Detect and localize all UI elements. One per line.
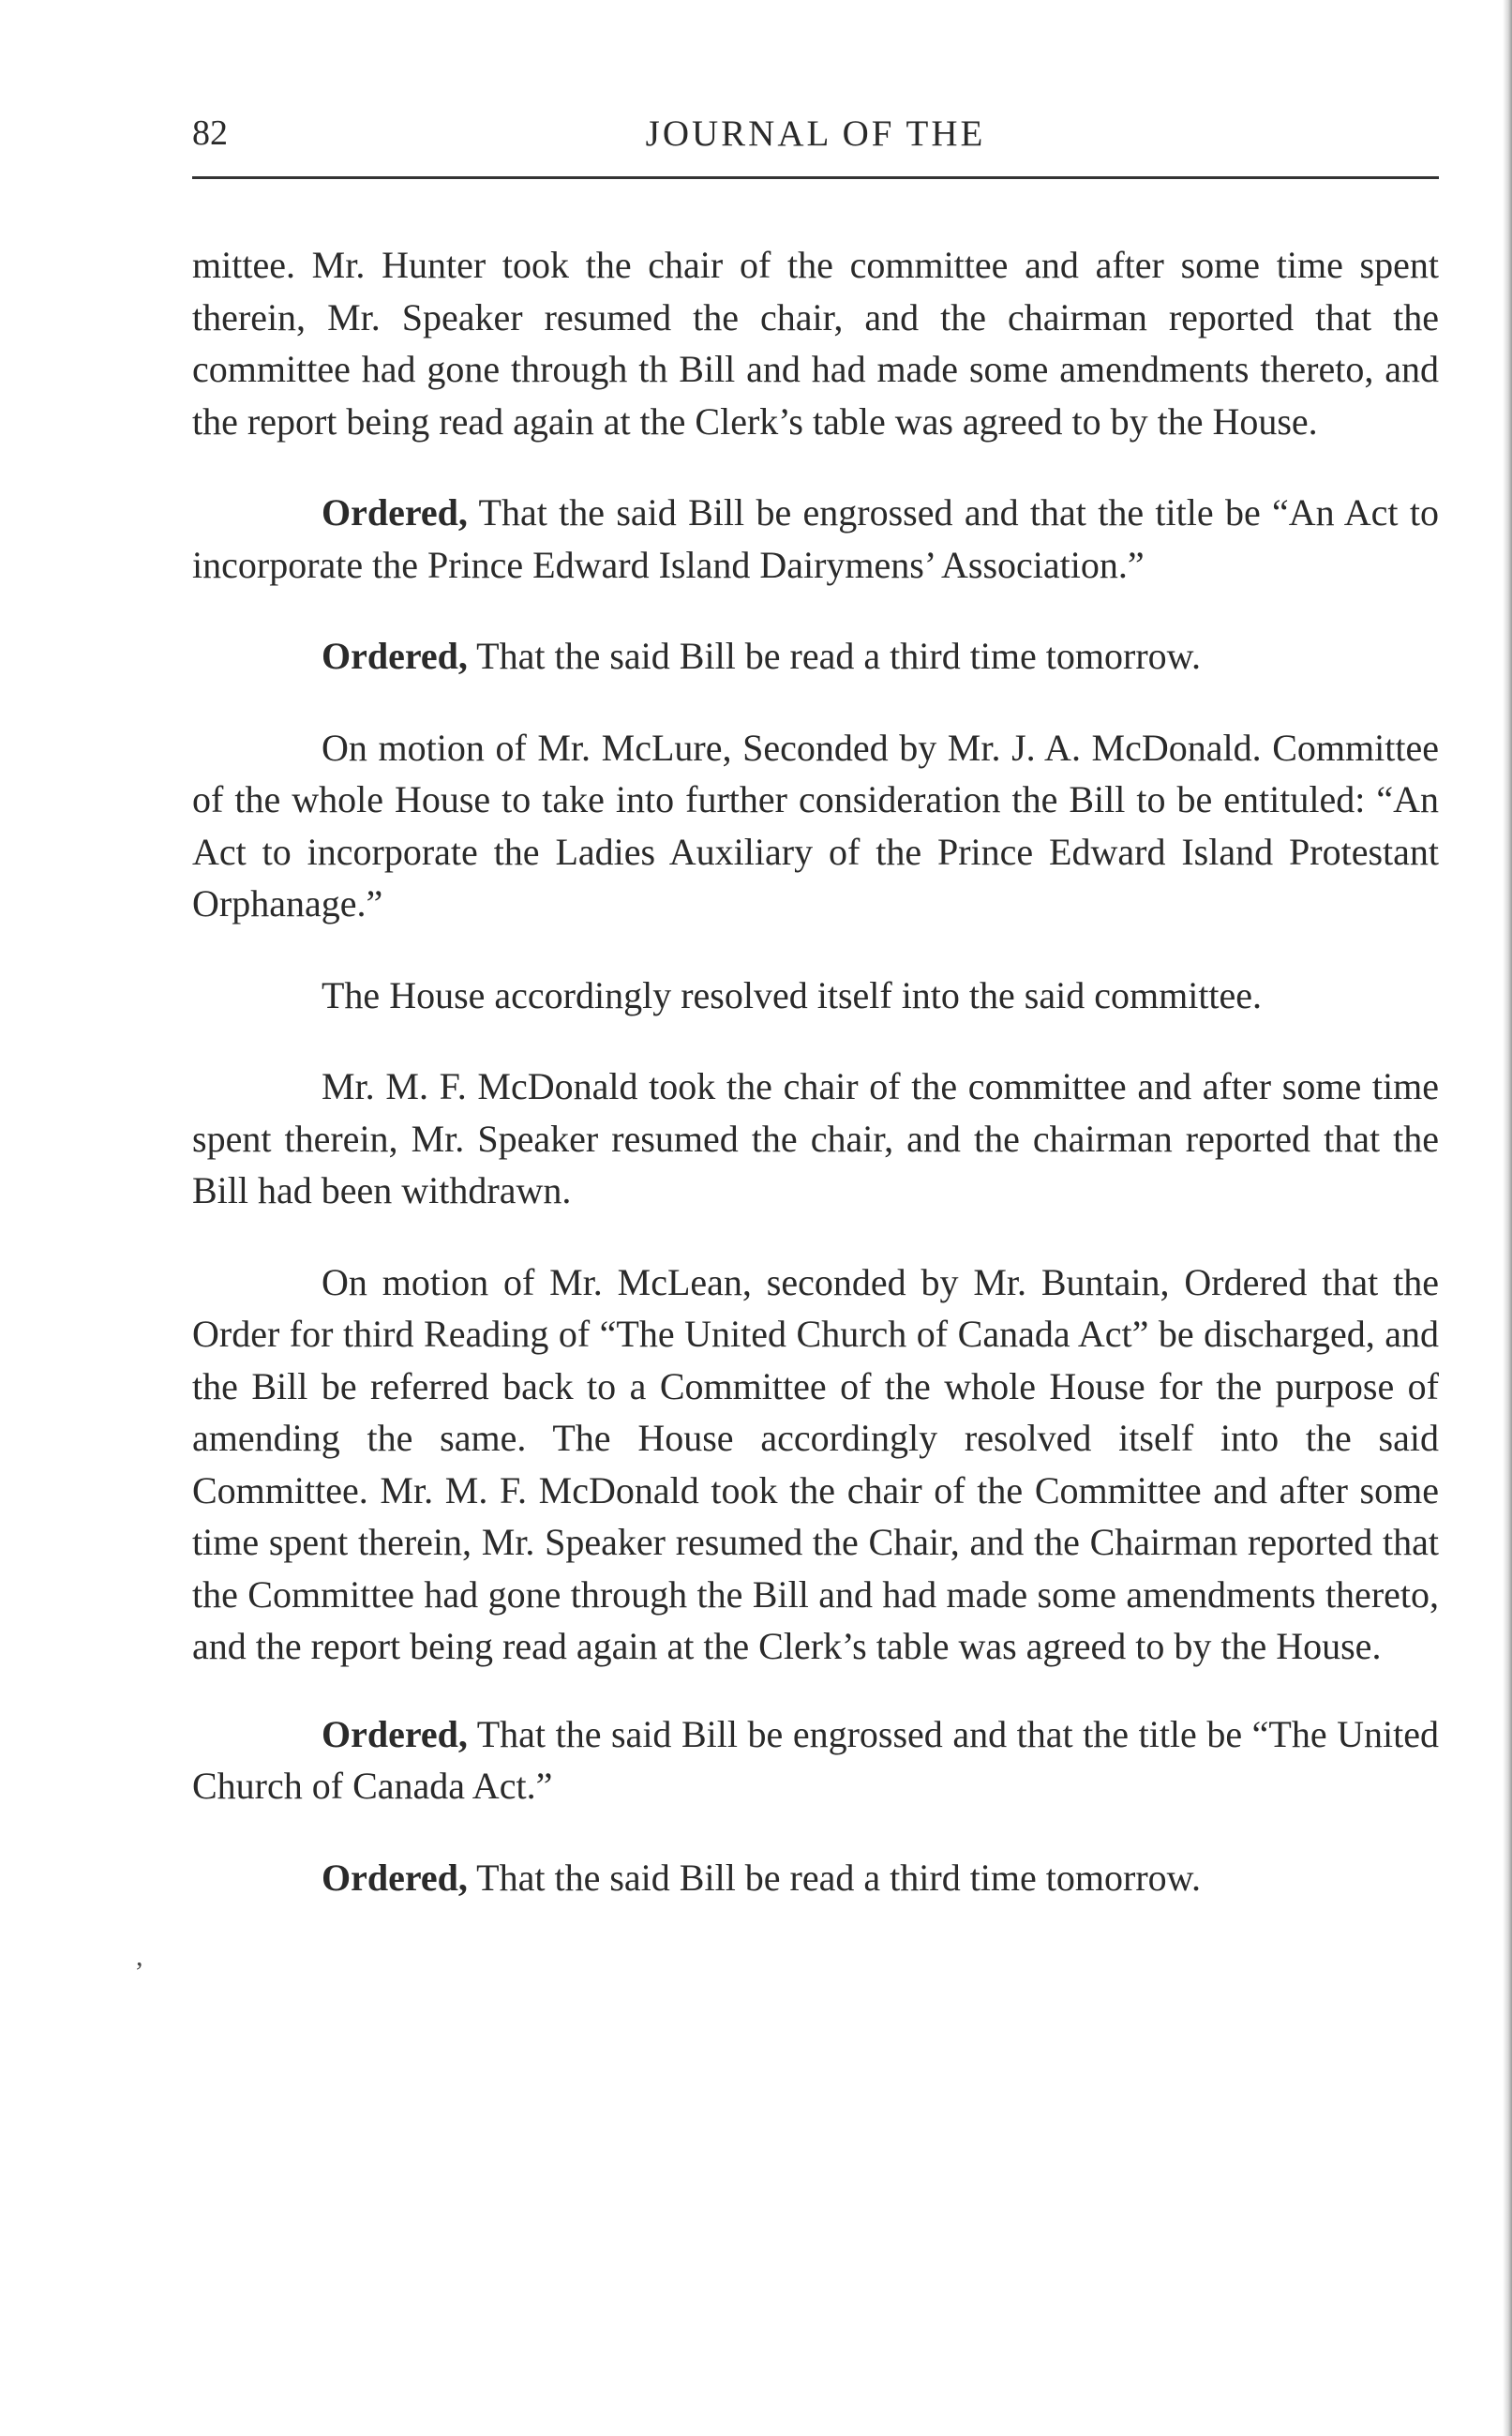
page-edge-shadow	[1503, 0, 1512, 2436]
paragraph-ordered-third-reading	[192, 630, 1439, 683]
paragraph-text: The House accordingly resolved itself into the said committee.	[322, 973, 1263, 1016]
paragraph-text: Mr. M. F. McDonald took the chair of the committee and after some time spent therein, Mr. Speaker resumed the chair, and the chairman reported that the Bill had been withdrawn.	[192, 1065, 1439, 1211]
page-header	[192, 105, 1439, 171]
body-text	[192, 239, 1439, 1943]
ordered-lead: Ordered,	[322, 1856, 468, 1899]
paragraph-house-resolved	[192, 970, 1439, 1022]
paragraph-ordered-title	[192, 487, 1439, 591]
ordered-lead: Ordered,	[322, 491, 468, 534]
paragraph-committee-report	[192, 239, 1439, 447]
paragraph-text: mittee. Mr. Hunter took the chair of the committee and after some time spent therein, Mr. Speaker resumed the chair, and the chairman reported that the committee had gone through th Bill and had made some amendments thereto, and the report being read again at the Clerk’s table was agreed to by the House.	[192, 244, 1439, 443]
paragraph-motion-mclean	[192, 1256, 1439, 1673]
paragraph-ordered-final-reading	[192, 1852, 1439, 1904]
margin-speck: ,	[136, 1941, 143, 1972]
ordered-lead: Ordered,	[322, 635, 468, 677]
paragraph-text: That the said Bill be engrossed and that the title be “The United Church of Canada Act.”	[192, 1712, 1439, 1807]
paragraph-ordered-united-church-title	[192, 1708, 1439, 1812]
ordered-lead: Ordered,	[322, 1712, 468, 1755]
paragraph-motion-mclure	[192, 722, 1439, 930]
paragraph-text: That the said Bill be read a third time tomorrow.	[467, 635, 1201, 677]
header-rule	[192, 176, 1439, 179]
paragraph-text: On motion of Mr. McLean, seconded by Mr. Buntain, Ordered that the Order for third Reading of “The United Church of Canada Act” be discharged, and the Bill be referred back to a Committee of the whole House for the purpose of amending the same. The House accordingly resolved itself into the said Committee. Mr. M. F. McDonald took the chair of the Committee and after some time spent therein, Mr. Speaker resumed the Chair, and the Chairman reported that the Committee had gone through the Bill and had made some amendments thereto, and the report being read again at the Clerk’s table was agreed to by the House.	[192, 1260, 1439, 1667]
running-title: JOURNAL OF THE	[645, 113, 986, 154]
paragraph-text: That the said Bill be read a third time tomorrow.	[467, 1856, 1201, 1899]
paragraph-bill-withdrawn	[192, 1060, 1439, 1217]
paragraph-text: On motion of Mr. McLure, Seconded by Mr. J. A. McDonald. Committee of the whole House to take into further consideration the Bill to be entituled: “An Act to incorporate the Ladies Auxiliary of the Prince Edward Island Protestant Orphanage.”	[192, 726, 1439, 925]
paragraph-text: That the said Bill be engrossed and that the title be “An Act to incorporate the Prince Edward Island Dairymens’ Association.”	[192, 491, 1439, 586]
page-number: 82	[192, 113, 228, 153]
